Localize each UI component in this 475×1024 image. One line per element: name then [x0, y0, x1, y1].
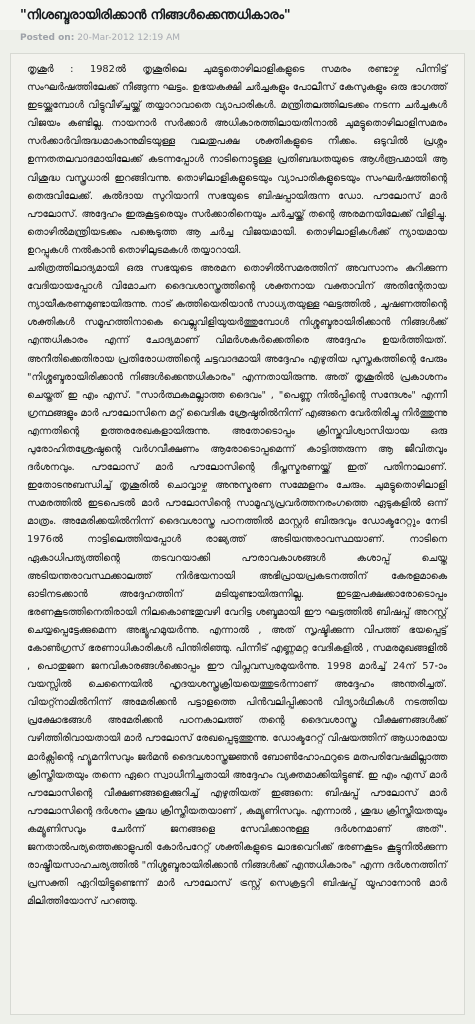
posted-date: 20-Mar-2012 12:19 AM: [77, 33, 181, 43]
article-paragraph: തൃശൂർ : 1982ൽ തൃശൂരിലെ ചുമട്ടുതൊഴിലാളികളുടെ സമരം രണ്ടാഴ്ച പിന്നിട്ട് സംഘർഷത്തിലേക്ക് നീങ്ങുന്ന ഘട്ടം. ഉഭയകക്ഷി ചർച്ചകളും പോലീസ് കേസുകളും ഒരു ഭാഗത്ത് ഇടയ്ക്കുമ്പോൾ വിട്ടുവീഴ്ച്ചയ്ക്ക് തയ്യാറാവാതെ വ്യാപാരികൾ. മന്ത്രിതലത്തിലടക്കം നടന്ന ചർച്ചകൾ വിജയം കണ്ടില്ല. നായനാർ സർക്കാർ അധികാരത്തിലായതിനാൽ ചുമട്ടുതൊഴിലാളിസമരം സർക്കാർവിരുദ്ധമാകാനുമിടയുള്ള വലതുപക്ഷ ശക്തികളുടെ നീക്കം. ഒടുവിൽ പ്രശ്നം ഉന്നതതലവാദമായിലേക്ക് കടന്നപ്പോൾ നാടിനൊട്ടുള്ള പ്രതിബദ്ധതയുടെ ആൾരൂപമായി ആ വിശുദ്ധ വസ്ത്രധാരി ഇറങ്ങിവന്നു. തൊഴിലാളികളുടെയും വ്യാപാരികളുടെയും സംഘർഷത്തിന്റെ തെരുവിലേക്ക്. കൽദായ സുറിയാനി സഭയുടെ ബിഷപ്പായിരുന്ന ഡോ. പൗലോസ് മാർ പൗലോസ്. അദ്ദേഹം ഇരുകൂട്ടരെയും സർക്കാരിനെയും ചർച്ചയ്ക്ക് തന്റെ അരമനയിലേക്ക് വിളിച്ചു. തൊഴിൽമന്ത്രിയടക്കം പങ്കെടുത്ത ആ ചർച്ച വിജയമായി. തൊഴിലാളികൾക്ക് ന്യായമായ ഉറപ്പുകൾ നൽകാൻ തൊഴിലുടമകൾ തയ്യാറായി.: [27, 64, 447, 256]
posted-meta: [20, 33, 180, 43]
posted-label: Posted on:: [20, 33, 75, 43]
title-bar: [0, 0, 475, 30]
article-title: "നിശബ്ദരായിരിക്കാൻ നിങ്ങൾക്കെന്തധികാരം": [20, 8, 291, 23]
article-body: [27, 61, 447, 911]
article-paragraph: ചരിത്രത്തിലാദ്യമായി ഒരു സഭയുടെ അരമന തൊഴിൽസമരത്തിന് അവസാനം കുറിക്കുന്ന വേദിയായപ്പോൾ വിമോചന ദൈവശാസ്ത്രത്തിന്റെ ശക്തനായ വക്താവിന് അതിന്റേതായ ന്യായീകരണമുണ്ടായിരുന്നു. നാട് കത്തിയെരിയാൻ സാധ്യതയുള്ള ഘട്ടത്തിൽ , ചൂഷണത്തിന്റെ ശക്തികൾ സമൂഹത്തിനാകെ വെല്ലുവിളിയുയർത്തുമ്പോൾ നിശ്ശബ്ദരായിരിക്കാൻ നിങ്ങൾക്ക് എന്തധികാരം എന്ന് ചോദ്യമാണ് വിമർശകർക്കെതിരെ അദ്ദേഹം ഉയർത്തിയത്. അനീതിക്കെതിരായ പ്രതിരോധത്തിന്റെ ചട്ടവാദമായി അദ്ദേഹം എഴുതിയ പുസ്തകത്തിന്റെ പേരും "നിശ്ശബ്ദരായിരിക്കാൻ നിങ്ങൾക്കെന്തധികാരം" എന്നതായിരുന്നു. അത് തൃശൂരിൽ പ്രകാശനം ചെയ്തത് ഇ എം എസ്. "സാർത്ഥകമല്ലാത്ത ദൈവം" , "പെണ്ണു നിൽപ്പിന്റെ സന്ദേശം" എന്നീ ഗ്രന്ഥങ്ങളും മാർ പൗലോസിനെ മറ്റ് വൈദിക ശ്രേഷ്ഠരിൽനിന്ന് എങ്ങനെ വേർതിരിച്ചു നിർത്തുന്നു എന്നതിന്റെ ഉത്തരരേഖകളായിരുന്നു. അതോടൊപ്പം ക്രിസ്തുവിശ്വാസിയായ ഒരു പുരോഹിതശ്രേഷ്ഠന്റെ വർഗവീക്ഷണം ആരോടൊപ്പമെന്ന് കാട്ടിത്തരുന്ന ആ ജീവിതവും ദർശനവും. പൗലോസ് മാർ പൗലോസിന്റെ ദീപ്തസ്മരണയ്ക്ക് ഇത് പതിനാലാണ്. ഇതോടനുബന്ധിച്ച് തൃശൂരിൽ ചൊവ്വാഴ്ച അനുസ്മരണ സമ്മേളനം ചേരും. ചുമട്ടുതൊഴിലാളി സമരത്തിൽ ഇടപെടൽ മാർ പൗലോസിന്റെ സാമൂഹ്യപ്രവർത്തനരംഗത്തെ ഏടുകളിൽ ഒന്ന് മാത്രം. അമേരിക്കയിൽനിന്ന് ദൈവശാസ്ത്ര പഠനത്തിൽ മാസ്റ്റർ ബിരുദവും ഡോക്ടറേറ്റും നേടി 1976ൽ നാട്ടിലെത്തിയപ്പോൾ രാജ്യത്ത് അടിയന്തരാവസ്ഥയാണ്. നാടിനെ ഏകാധിപത്യത്തിന്റെ തടവറയാക്കി പൗരാവകാശങ്ങൾ കശാപ്പ് ചെയ്ത അടിയന്തരാവസ്ഥക്കാലത്ത് നിർഭയനായി അഭിപ്രായപ്രകടനത്തിന് കേരളമാകെ ഓടിനടക്കാൻ അദ്ദേഹത്തിന് മടിയുണ്ടായിരുന്നില്ല. ഇടതുപക്ഷക്കാരോടൊപ്പം ഭരണകൂടത്തിനെതിരായി നിലകൊണ്ടതുവഴി വേറിട്ട ശബ്ദമായി ഈ ഘട്ടത്തിൽ ബിഷപ്പ് അറസ്റ്റ് ചെയ്യപ്പെട്ടേക്കുമെന്ന അഭ്യൂഹമുയർന്നു. എന്നാൽ , അത് സൃഷ്ടിക്കുന്ന വിപത്ത് ഭയപ്പെട്ട് കോൺഗ്രസ് ഭരണാധികാരികൾ പിന്തിരിഞ്ഞു. പിന്നീട് എണ്ണമറ്റ വേദികളിൽ , സമരമുഖങ്ങളിൽ , പൊതുജന ജനവികാരങ്ങൾക്കൊപ്പം ഈ വിപ്ലവസ്വരമുയർന്നു. 1998 മാർച്ച് 24ന് 57-ാം വയസ്സിൽ ചെന്നൈയിൽ ഹൃദയശസ്ത്രക്രിയയെത്തുടർന്നാണ് അദ്ദേഹം അന്തരിച്ചത്. വിയറ്റ്നാമിൽനിന്ന് അമേരിക്കൻ പട്ടാളത്തെ പിൻവലിപ്പിക്കാൻ വിദ്യാർഥികൾ നടത്തിയ പ്രക്ഷോഭങ്ങൾ അമേരിക്കൻ പഠനകാലത്ത് തന്റെ ദൈവശാസ്ത്ര വീക്ഷണങ്ങൾക്ക് വഴിത്തിരിവായതായി മാർ പൗലോസ് രേഖപ്പെടുത്തുന്നു. ഡോക്ടറേറ്റ് വിഷയത്തിന് ആധാരമായ മാർക്സിന്റെ ഹ്യൂമനിസവും ജർമൻ ദൈവശാസ്ത്രജ്ഞൻ ബോൺഹോഫറുടെ മതപരിവേഷമില്ലാത്ത ക്രിസ്തീയതയും തന്നെ ഏറെ സ്വാധീനിച്ചതായി അദ്ദേഹം വ്യക്തമാക്കിയിട്ടുണ്ട്. ഇ എം എസ് മാർ പൗലോസിന്റെ വീക്ഷണങ്ങളെക്കുറിച്ച് എഴുതിയത് ഇങ്ങനെ: ബിഷപ്പ് പൗലോസ് മാർ പൗലോസിന്റെ ദർശനം ശുദ്ധ ക്രിസ്തീയതയാണ് , കമ്യൂണിസവും. എന്നാൽ , ശുദ്ധ ക്രിസ്തീയതയും കമ്യൂണിസവും ചേർന്ന് ജനങ്ങളെ സേവിക്കാനുള്ള ദർശനമാണ് അത്". ജനതാൽപര്യത്തെക്കാളുപരി കോർപറേറ്റ് ശക്തികളുടെ ലാഭവെറിക്ക് ഭരണകൂടം കൂട്ടുനിൽക്കുന്ന രാഷ്ട്രീയസാഹചര്യത്തിൽ "നിശ്ശബ്ദരായിരിക്കാൻ നിങ്ങൾക്ക് എന്തധികാരം" എന്ന ദർശനത്തിന് പ്രസക്തി ഏറിയിട്ടുണ്ടെന്ന് മാർ പൗലോസ് ട്രസ്റ്റ് സെക്രട്ടറി ബിഷപ്പ് യൂഹാനോൻ മാർ മിലിത്തിയോസ് പറഞ്ഞു.: [27, 263, 447, 908]
